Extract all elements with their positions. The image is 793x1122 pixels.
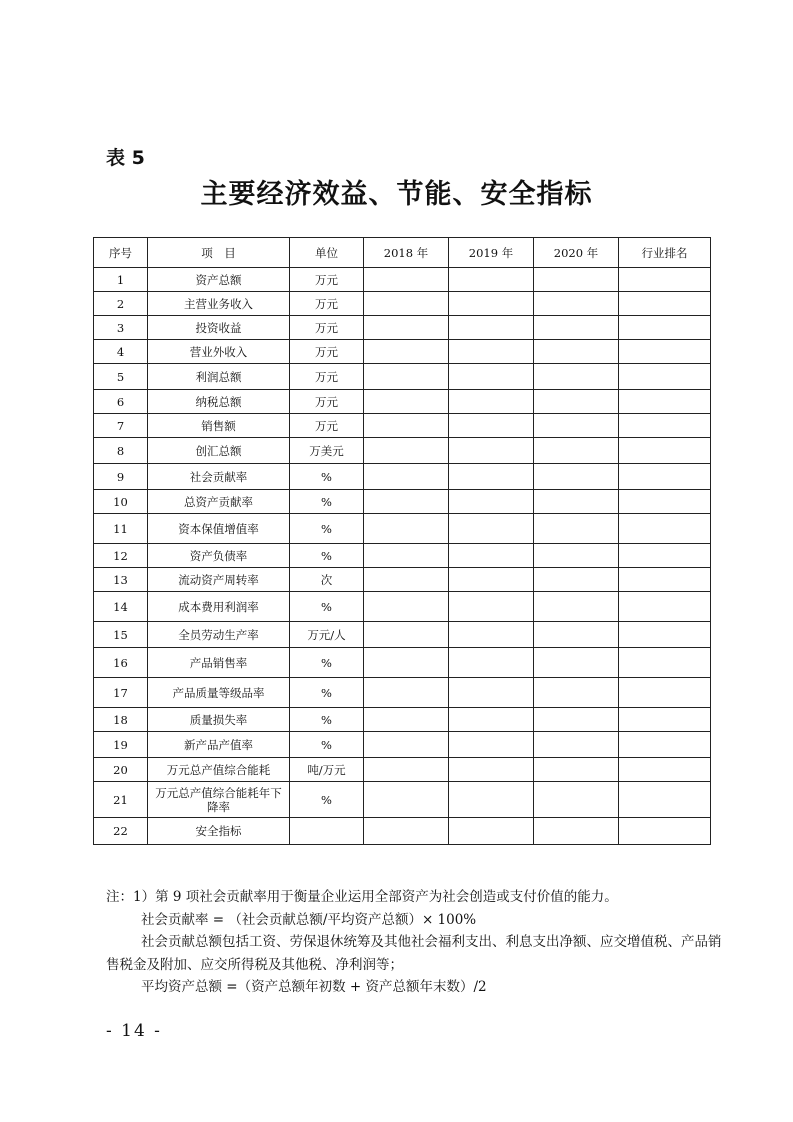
row-item: 万元总产值综合能耗 — [148, 758, 290, 782]
row-item: 流动资产周转率 — [148, 568, 290, 592]
table-row — [94, 708, 711, 732]
row-unit: 万元 — [290, 364, 364, 390]
row-no: 7 — [94, 414, 148, 438]
table-row — [94, 758, 711, 782]
cell-2018 — [364, 340, 449, 364]
row-item: 成本费用利润率 — [148, 592, 290, 622]
row-unit: % — [290, 490, 364, 514]
table-row — [94, 292, 711, 316]
cell-2020 — [534, 758, 619, 782]
row-unit: % — [290, 708, 364, 732]
cell-2020 — [534, 292, 619, 316]
cell-2020 — [534, 414, 619, 438]
row-item: 安全指标 — [148, 818, 290, 845]
cell-2018 — [364, 648, 449, 678]
page-number: - 14 - — [106, 1021, 162, 1041]
row-item: 主营业务收入 — [148, 292, 290, 316]
row-no: 9 — [94, 464, 148, 490]
row-unit: 万元 — [290, 292, 364, 316]
cell-2020 — [534, 514, 619, 544]
row-item: 投资收益 — [148, 316, 290, 340]
cell-2018 — [364, 732, 449, 758]
table-row — [94, 364, 711, 390]
cell-rank — [619, 568, 711, 592]
row-unit: 万美元 — [290, 438, 364, 464]
cell-rank — [619, 758, 711, 782]
table-row — [94, 568, 711, 592]
row-unit: 万元 — [290, 414, 364, 438]
col-header-2018: 2018 年 — [364, 238, 449, 268]
cell-rank — [619, 544, 711, 568]
cell-2018 — [364, 708, 449, 732]
cell-2019 — [449, 414, 534, 438]
table-row — [94, 622, 711, 648]
row-no: 8 — [94, 438, 148, 464]
cell-2018 — [364, 592, 449, 622]
table-header-row — [94, 238, 711, 268]
cell-2018 — [364, 316, 449, 340]
row-item: 新产品产值率 — [148, 732, 290, 758]
cell-2018 — [364, 438, 449, 464]
cell-rank — [619, 678, 711, 708]
cell-2018 — [364, 464, 449, 490]
table-row — [94, 438, 711, 464]
cell-2020 — [534, 818, 619, 845]
cell-2018 — [364, 414, 449, 438]
row-unit: 万元 — [290, 340, 364, 364]
cell-2019 — [449, 732, 534, 758]
row-no: 12 — [94, 544, 148, 568]
col-header-unit: 单位 — [290, 238, 364, 268]
cell-2018 — [364, 514, 449, 544]
cell-2019 — [449, 568, 534, 592]
cell-rank — [619, 316, 711, 340]
row-item: 纳税总额 — [148, 390, 290, 414]
table-row — [94, 268, 711, 292]
row-unit: 万元/人 — [290, 622, 364, 648]
cell-rank — [619, 464, 711, 490]
cell-2019 — [449, 464, 534, 490]
row-unit: % — [290, 732, 364, 758]
row-item: 销售额 — [148, 414, 290, 438]
cell-2020 — [534, 622, 619, 648]
cell-2018 — [364, 364, 449, 390]
table-row — [94, 678, 711, 708]
cell-rank — [619, 818, 711, 845]
row-no: 15 — [94, 622, 148, 648]
cell-2020 — [534, 544, 619, 568]
row-item: 产品质量等级品率 — [148, 678, 290, 708]
row-no: 13 — [94, 568, 148, 592]
cell-rank — [619, 708, 711, 732]
row-item: 万元总产值综合能耗年下降率 — [148, 782, 290, 818]
cell-2018 — [364, 622, 449, 648]
cell-2019 — [449, 438, 534, 464]
cell-rank — [619, 648, 711, 678]
row-no: 21 — [94, 782, 148, 818]
cell-2020 — [534, 708, 619, 732]
row-no: 20 — [94, 758, 148, 782]
indicators-table — [93, 237, 711, 845]
cell-rank — [619, 622, 711, 648]
cell-2018 — [364, 568, 449, 592]
row-no: 14 — [94, 592, 148, 622]
table-row — [94, 514, 711, 544]
cell-2020 — [534, 340, 619, 364]
table-row — [94, 316, 711, 340]
row-no: 11 — [94, 514, 148, 544]
cell-2018 — [364, 268, 449, 292]
row-unit: % — [290, 544, 364, 568]
cell-2020 — [534, 782, 619, 818]
row-unit: % — [290, 464, 364, 490]
table-row — [94, 782, 711, 818]
row-unit — [290, 818, 364, 845]
cell-rank — [619, 292, 711, 316]
row-no: 22 — [94, 818, 148, 845]
cell-2020 — [534, 268, 619, 292]
table-row — [94, 340, 711, 364]
row-item: 全员劳动生产率 — [148, 622, 290, 648]
row-no: 6 — [94, 390, 148, 414]
note-line-3: 社会贡献总额包括工资、劳保退休统筹及其他社会福利支出、利息支出净额、应交增值税、产品销售税金及附加、应交所得税及其他税、净利润等； — [106, 934, 722, 973]
cell-rank — [619, 364, 711, 390]
row-no: 17 — [94, 678, 148, 708]
row-unit: % — [290, 514, 364, 544]
row-no: 1 — [94, 268, 148, 292]
cell-2019 — [449, 592, 534, 622]
cell-2020 — [534, 678, 619, 708]
cell-rank — [619, 732, 711, 758]
row-item: 资产总额 — [148, 268, 290, 292]
row-no: 10 — [94, 490, 148, 514]
cell-2019 — [449, 782, 534, 818]
cell-2020 — [534, 592, 619, 622]
cell-2020 — [534, 438, 619, 464]
table-row — [94, 648, 711, 678]
cell-rank — [619, 340, 711, 364]
row-unit: % — [290, 678, 364, 708]
cell-2020 — [534, 732, 619, 758]
table-row — [94, 414, 711, 438]
cell-rank — [619, 592, 711, 622]
page-title: 主要经济效益、节能、安全指标 — [200, 179, 593, 210]
cell-2019 — [449, 648, 534, 678]
cell-2019 — [449, 622, 534, 648]
cell-2018 — [364, 292, 449, 316]
row-item: 产品销售率 — [148, 648, 290, 678]
cell-2018 — [364, 782, 449, 818]
cell-2019 — [449, 340, 534, 364]
cell-2019 — [449, 490, 534, 514]
cell-rank — [619, 268, 711, 292]
row-item: 资本保值增值率 — [148, 514, 290, 544]
row-no: 16 — [94, 648, 148, 678]
cell-2020 — [534, 364, 619, 390]
cell-2018 — [364, 818, 449, 845]
cell-2020 — [534, 464, 619, 490]
table-row — [94, 818, 711, 845]
row-unit: % — [290, 782, 364, 818]
cell-2019 — [449, 708, 534, 732]
cell-2019 — [449, 268, 534, 292]
note-line-1: 注：1）第 9 项社会贡献率用于衡量企业运用全部资产为社会创造或支付价值的能力。 — [106, 889, 618, 905]
row-item: 营业外收入 — [148, 340, 290, 364]
cell-rank — [619, 390, 711, 414]
row-no: 18 — [94, 708, 148, 732]
row-no: 19 — [94, 732, 148, 758]
row-item: 总资产贡献率 — [148, 490, 290, 514]
cell-2020 — [534, 568, 619, 592]
col-header-rank: 行业排名 — [619, 238, 711, 268]
cell-2018 — [364, 758, 449, 782]
table-row — [94, 732, 711, 758]
row-unit: % — [290, 592, 364, 622]
row-item: 质量损失率 — [148, 708, 290, 732]
cell-2019 — [449, 390, 534, 414]
row-unit: 次 — [290, 568, 364, 592]
col-header-item: 项 目 — [148, 238, 290, 268]
table-row — [94, 490, 711, 514]
cell-rank — [619, 782, 711, 818]
row-unit: 吨/万元 — [290, 758, 364, 782]
row-item: 资产负债率 — [148, 544, 290, 568]
row-unit: 万元 — [290, 316, 364, 340]
row-item: 社会贡献率 — [148, 464, 290, 490]
cell-2018 — [364, 678, 449, 708]
col-header-2020: 2020 年 — [534, 238, 619, 268]
notes — [106, 886, 726, 999]
cell-2019 — [449, 292, 534, 316]
table-row — [94, 464, 711, 490]
table-label: 表 5 — [106, 147, 145, 169]
col-header-no: 序号 — [94, 238, 148, 268]
cell-2019 — [449, 544, 534, 568]
row-no: 2 — [94, 292, 148, 316]
cell-2019 — [449, 514, 534, 544]
cell-rank — [619, 438, 711, 464]
row-item: 创汇总额 — [148, 438, 290, 464]
cell-rank — [619, 414, 711, 438]
cell-2019 — [449, 364, 534, 390]
note-line-4: 平均资产总额 =（资产总额年初数 + 资产总额年末数）/2 — [141, 979, 487, 995]
row-unit: % — [290, 648, 364, 678]
cell-rank — [619, 490, 711, 514]
cell-2018 — [364, 544, 449, 568]
row-unit: 万元 — [290, 268, 364, 292]
col-header-2019: 2019 年 — [449, 238, 534, 268]
note-formula: 社会贡献率 = （社会贡献总额/平均资产总额）× 100% — [141, 911, 477, 928]
cell-2018 — [364, 490, 449, 514]
cell-2020 — [534, 648, 619, 678]
cell-2020 — [534, 316, 619, 340]
row-no: 3 — [94, 316, 148, 340]
cell-2019 — [449, 316, 534, 340]
table-row — [94, 544, 711, 568]
row-unit: 万元 — [290, 390, 364, 414]
cell-2018 — [364, 390, 449, 414]
row-item: 利润总额 — [148, 364, 290, 390]
cell-2019 — [449, 818, 534, 845]
cell-2019 — [449, 758, 534, 782]
row-no: 5 — [94, 364, 148, 390]
cell-2019 — [449, 678, 534, 708]
table-row — [94, 390, 711, 414]
cell-2020 — [534, 490, 619, 514]
cell-2020 — [534, 390, 619, 414]
table-row — [94, 592, 711, 622]
row-no: 4 — [94, 340, 148, 364]
cell-rank — [619, 514, 711, 544]
